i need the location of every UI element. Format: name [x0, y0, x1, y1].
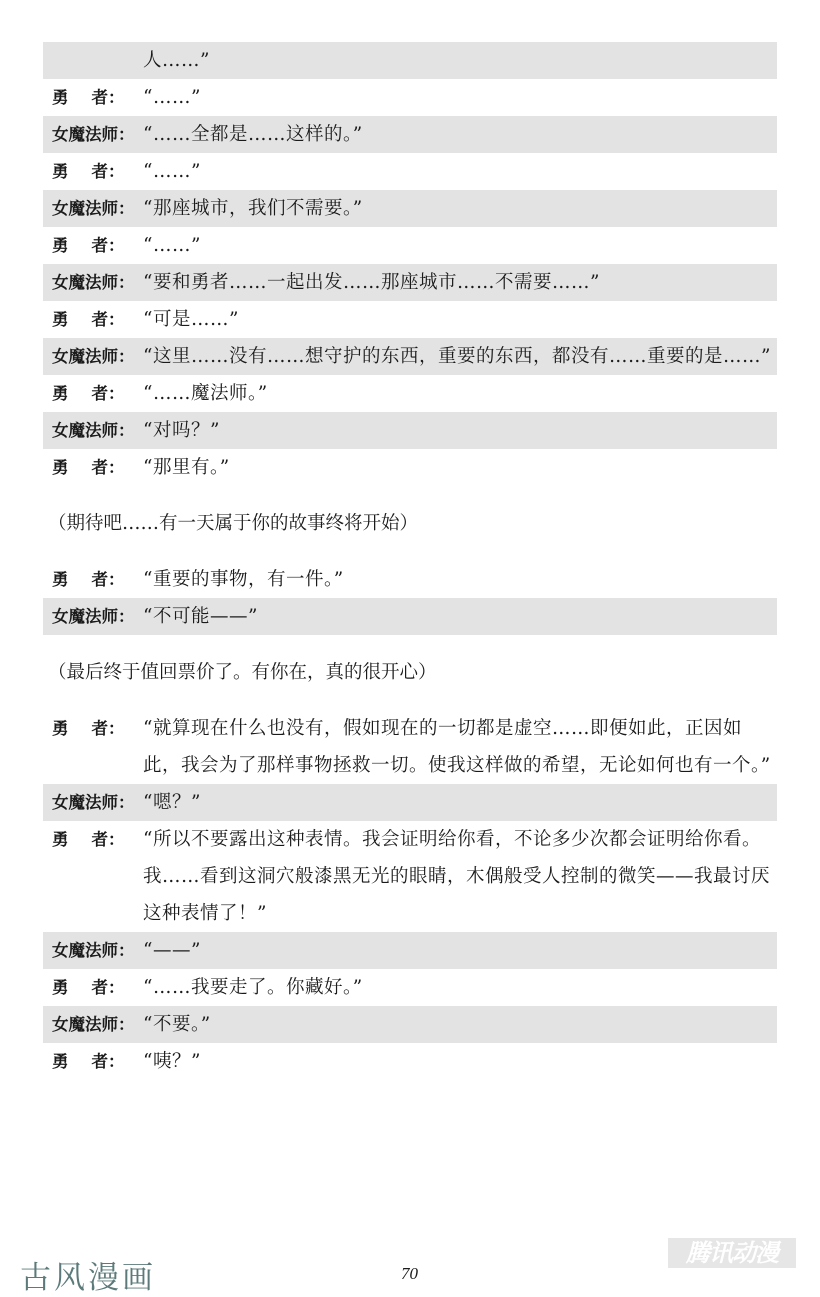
dialogue-text: “所以不要露出这种表情。我会证明给你看，不论多少次都会证明给你看。我……看到这洞穴般漆黑无光的眼睛，木偶般受人控制的微笑——我最讨厌这种表情了！”	[143, 829, 771, 924]
speaker-label: 女魔法师：	[52, 421, 135, 440]
site-logo: 古风漫画	[20, 1260, 156, 1296]
dialogue-row	[43, 227, 777, 264]
speaker-label: 勇 者：	[52, 236, 125, 255]
speaker-label: 勇 者：	[52, 719, 125, 738]
watermark-logo: 腾讯动漫	[668, 1238, 796, 1268]
dialogue-text: “……”	[143, 87, 201, 108]
dialogue-text: “对吗？”	[143, 420, 220, 441]
dialogue-text: “不要。”	[143, 1014, 211, 1035]
dialogue-row	[43, 1043, 777, 1080]
dialogue-text: “——”	[143, 940, 201, 961]
dialogue-text: “那座城市，我们不需要。”	[143, 198, 363, 219]
speaker-label: 女魔法师：	[52, 1015, 135, 1034]
dialogue-row	[43, 710, 777, 784]
dialogue-row	[43, 821, 777, 932]
narration: （期待吧……有一天属于你的故事终将开始）	[48, 513, 419, 534]
speaker-label	[43, 42, 143, 79]
dialogue-row	[43, 375, 777, 412]
dialogue-row	[43, 116, 777, 153]
speaker-label: 女魔法师：	[52, 941, 135, 960]
dialogue-text: “这里……没有……想守护的东西，重要的东西，都没有……重要的是……”	[143, 346, 771, 367]
dialogue-row	[43, 190, 777, 227]
dialogue-text: “重要的事物，有一件。”	[143, 569, 344, 590]
speaker-label: 女魔法师：	[52, 125, 135, 144]
dialogue-text: “……我要走了。你藏好。”	[143, 977, 363, 998]
dialogue-row	[43, 264, 777, 301]
dialogue-list	[43, 42, 777, 1080]
dialogue-text: 人……”	[143, 50, 210, 71]
speaker-label: 勇 者：	[52, 88, 125, 107]
speaker-label: 勇 者：	[52, 458, 125, 477]
speaker-label: 勇 者：	[52, 310, 125, 329]
dialogue-row	[43, 449, 777, 486]
dialogue-row	[43, 932, 777, 969]
speaker-label: 勇 者：	[52, 830, 125, 849]
dialogue-text: “不可能——”	[143, 606, 258, 627]
dialogue-text: “……”	[143, 161, 201, 182]
dialogue-row	[43, 561, 777, 598]
dialogue-row	[43, 412, 777, 449]
dialogue-text: “那里有。”	[143, 457, 230, 478]
page-number: 70	[401, 1264, 418, 1283]
dialogue-text: “咦？”	[143, 1051, 201, 1072]
speaker-label: 女魔法师：	[52, 793, 135, 812]
speaker-label: 女魔法师：	[52, 199, 135, 218]
speaker-label: 勇 者：	[52, 162, 125, 181]
dialogue-text: “要和勇者……一起出发……那座城市……不需要……”	[143, 272, 600, 293]
speaker-label: 勇 者：	[52, 384, 125, 403]
dialogue-row	[43, 784, 777, 821]
dialogue-text: “嗯？”	[143, 792, 201, 813]
dialogue-text: “可是……”	[143, 309, 239, 330]
dialogue-row	[43, 153, 777, 190]
dialogue-row	[43, 42, 777, 79]
speaker-label: 女魔法师：	[52, 273, 135, 292]
dialogue-row	[43, 301, 777, 338]
speaker-label: 女魔法师：	[52, 607, 135, 626]
dialogue-row	[43, 1006, 777, 1043]
dialogue-text: “……全都是……这样的。”	[143, 124, 363, 145]
dialogue-row	[43, 338, 777, 375]
speaker-label: 勇 者：	[52, 978, 125, 997]
speaker-label: 勇 者：	[52, 570, 125, 589]
dialogue-row	[43, 79, 777, 116]
dialogue-row	[43, 598, 777, 635]
speaker-label: 女魔法师：	[52, 347, 135, 366]
dialogue-text: “……魔法师。”	[143, 383, 268, 404]
dialogue-text: “……”	[143, 235, 201, 256]
dialogue-text: “就算现在什么也没有，假如现在的一切都是虚空……即便如此，正因如此，我会为了那样事物拯救一切。使我这样做的希望，无论如何也有一个。”	[143, 718, 771, 776]
narration: （最后终于值回票价了。有你在，真的很开心）	[48, 662, 437, 683]
speaker-label: 勇 者：	[52, 1052, 125, 1071]
dialogue-row	[43, 969, 777, 1006]
